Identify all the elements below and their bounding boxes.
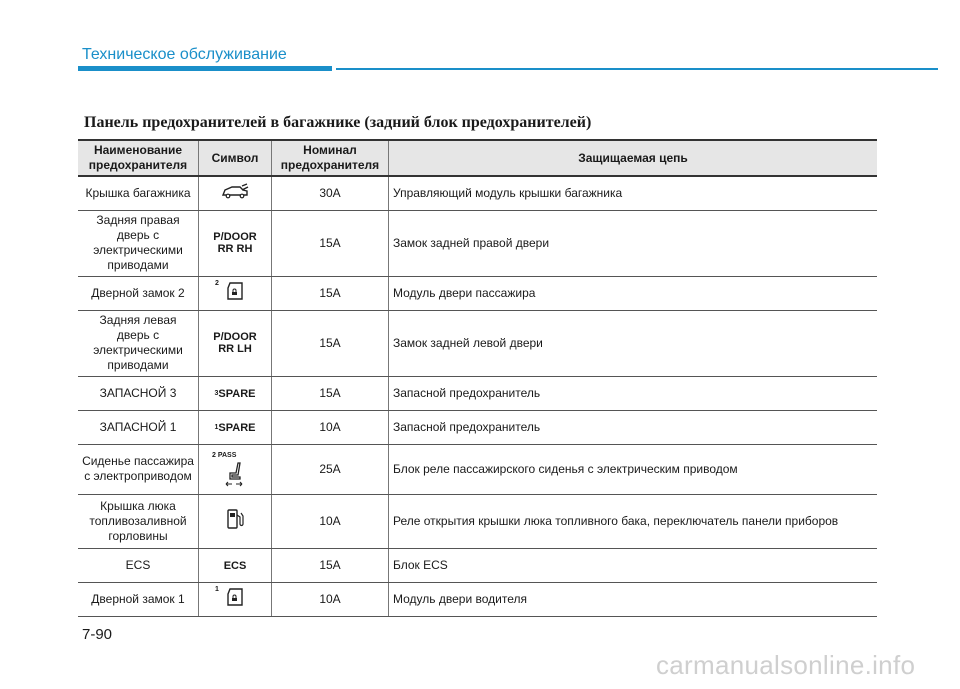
header-bar-thick: [78, 66, 332, 71]
fuse-rating: 15A: [272, 548, 389, 582]
fuse-symbol: [199, 376, 272, 410]
door-lock-icon: [225, 587, 245, 607]
fuse-circuit: Блок реле пассажирского сиденья с электрическим приводом: [389, 444, 878, 494]
col-header-circuit: Защищаемая цепь: [389, 140, 878, 176]
symbol-text: P/DOOR RR LH: [213, 330, 257, 355]
fuse-circuit: Модуль двери водителя: [389, 582, 878, 616]
symbol-text: SPARE: [218, 421, 256, 434]
table-header-row: [78, 140, 877, 176]
symbol-wrap: [215, 586, 245, 611]
symbol-superscript: 3: [214, 389, 219, 397]
fuse-symbol: [199, 444, 272, 494]
header-bar-thin: [336, 68, 938, 70]
symbol-superscript: 1: [215, 586, 219, 593]
fuel-pump-icon: [226, 508, 244, 530]
fuse-table: [78, 139, 877, 617]
fuse-circuit: Запасной предохранитель: [389, 376, 878, 410]
fuse-rating: 15A: [272, 210, 389, 276]
fuse-name: Сиденье пассажира с электроприводом: [78, 444, 199, 494]
fuse-name: ЗАПАСНОЙ 3: [78, 376, 199, 410]
fuse-rating: 15A: [272, 276, 389, 310]
fuse-symbol: [199, 494, 272, 548]
fuse-name: Крышка багажника: [78, 176, 199, 210]
fuse-name: ЗАПАСНОЙ 1: [78, 410, 199, 444]
fuse-name: Дверной замок 1: [78, 582, 199, 616]
fuse-name: Дверной замок 2: [78, 276, 199, 310]
fuse-name: Задняя левая дверь с электрическими приводами: [78, 310, 199, 376]
fuse-name: Задняя правая дверь с электрическими приводами: [78, 210, 199, 276]
fuse-name: Крышка люка топливозаливной горловины: [78, 494, 199, 548]
fuse-symbol: [199, 548, 272, 582]
fuse-rating: 10A: [272, 410, 389, 444]
symbol-superscript: 1: [214, 423, 219, 431]
col-header-name: Наименование предохранителя: [78, 140, 199, 176]
table-row: [78, 410, 877, 444]
table-row: [78, 176, 877, 210]
table-row: [78, 276, 877, 310]
symbol-text: P/DOOR RR RH: [213, 230, 257, 255]
fuse-circuit: Замок задней левой двери: [389, 310, 878, 376]
page-number: 7-90: [82, 626, 113, 643]
watermark: carmanualsonline.info: [656, 650, 916, 680]
page-heading: Панель предохранителей в багажнике (задний блок предохранителей): [84, 114, 592, 131]
fuse-rating: 10A: [272, 582, 389, 616]
table-row: [78, 310, 877, 376]
fuse-circuit: Реле открытия крышки люка топливного бака, переключатель панели приборов: [389, 494, 878, 548]
symbol-text: SPARE: [218, 387, 256, 400]
fuse-circuit: Замок задней правой двери: [389, 210, 878, 276]
fuse-rating: 15A: [272, 376, 389, 410]
fuse-symbol: [199, 210, 272, 276]
table-row: [78, 210, 877, 276]
symbol-superscript: 2: [215, 280, 219, 287]
fuse-rating: 30A: [272, 176, 389, 210]
door-lock-icon: [225, 281, 245, 301]
table-row: [78, 376, 877, 410]
fuse-circuit: Блок ECS: [389, 548, 878, 582]
symbol-wrap: [215, 280, 245, 305]
table-row: [78, 582, 877, 616]
symbol-wrap: [212, 448, 246, 491]
table-row: [78, 494, 877, 548]
power-seat-icon: [224, 461, 246, 487]
section-title: Техническое обслуживание: [82, 46, 287, 63]
col-header-symbol: Символ: [199, 140, 272, 176]
fuse-rating: 25A: [272, 444, 389, 494]
fuse-circuit: Модуль двери пассажира: [389, 276, 878, 310]
table-row: [78, 444, 877, 494]
fuse-rating: 10A: [272, 494, 389, 548]
fuse-symbol: [199, 276, 272, 310]
fuse-symbol: [199, 582, 272, 616]
trunk-car-icon: [220, 183, 250, 199]
fuse-symbol: [199, 310, 272, 376]
fuse-symbol: [199, 176, 272, 210]
symbol-text: ECS: [223, 559, 247, 572]
fuse-symbol: [199, 410, 272, 444]
table-row: [78, 548, 877, 582]
fuse-name: ECS: [78, 548, 199, 582]
fuse-circuit: Запасной предохранитель: [389, 410, 878, 444]
col-header-rating: Номинал предохранителя: [272, 140, 389, 176]
fuse-rating: 15A: [272, 310, 389, 376]
symbol-label: 2 PASS: [212, 451, 237, 459]
fuse-circuit: Управляющий модуль крышки багажника: [389, 176, 878, 210]
